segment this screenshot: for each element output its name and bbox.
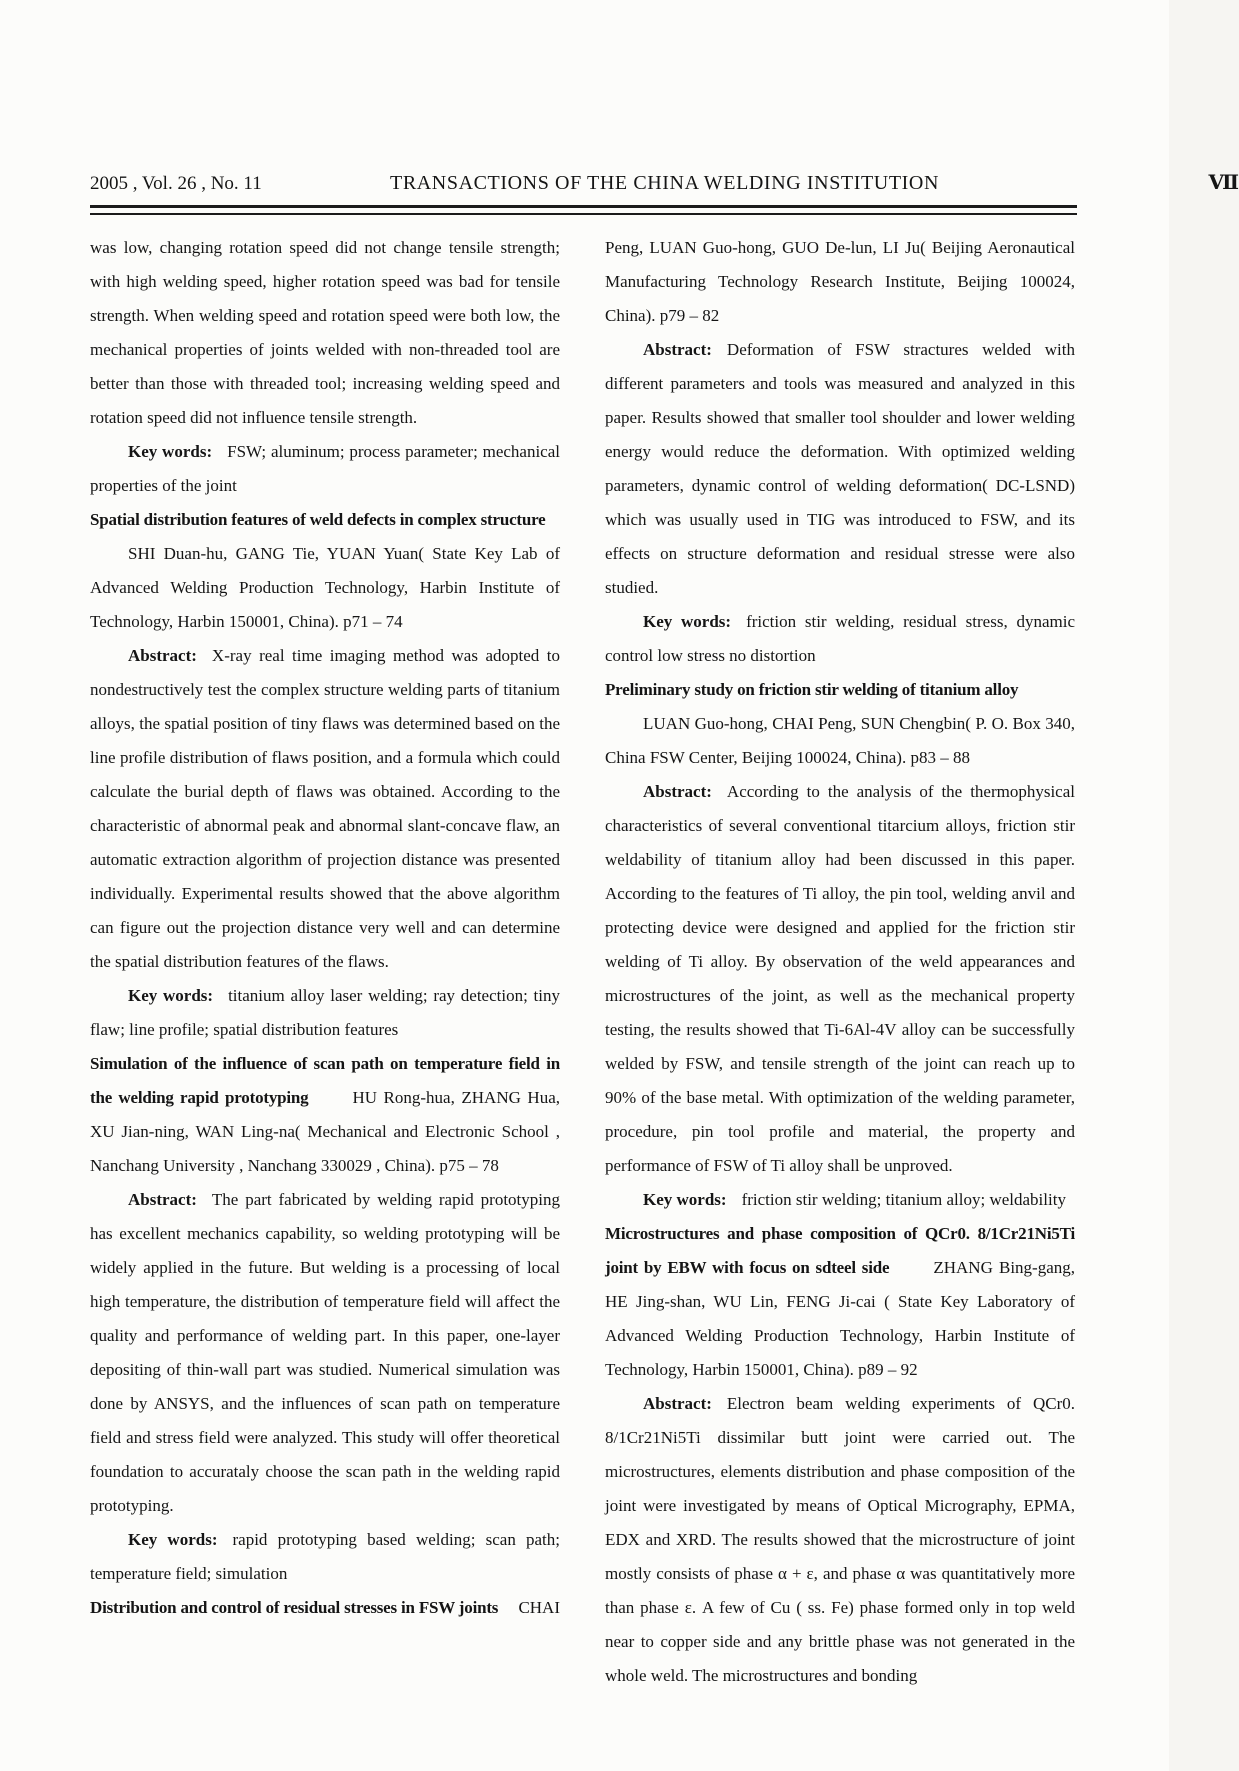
left-column bbox=[90, 231, 560, 1693]
keywords-line bbox=[90, 435, 560, 503]
section-heading-with-authors bbox=[90, 1591, 560, 1625]
keywords-label: Key words: bbox=[128, 1530, 218, 1549]
right-column bbox=[605, 231, 1075, 1693]
authors-inline: CHAI bbox=[518, 1598, 560, 1617]
authors-inline: ZHANG Bing-gang, HE Jing-shan, WU Lin, FENG Ji-cai ( State Key Laboratory of Advanced Welding Production Technology, Harbin Institute of Technology, Harbin 150001, China). p89 – 92 bbox=[605, 1258, 1075, 1379]
continuation-paragraph: was low, changing rotation speed did not change tensile strength; with high welding speed, higher rotation speed was bad for tensile strength. When welding speed and rotation speed were both low, the mechanical properties of joints welded with non-threaded tool are better than those with threaded tool; increasing welding speed and rotation speed did not influence tensile strength. bbox=[90, 238, 560, 427]
section-heading-with-authors bbox=[605, 1217, 1075, 1387]
page-number: Ⅶ bbox=[1208, 172, 1239, 194]
keywords-label: Key words: bbox=[643, 612, 732, 631]
keywords-text: titanium alloy laser welding; ray detection; tiny flaw; line profile; spatial distribution features bbox=[90, 986, 560, 1039]
keywords-line bbox=[605, 605, 1075, 673]
abstract-label: Abstract: bbox=[643, 782, 712, 801]
section-heading-with-authors bbox=[90, 1047, 560, 1183]
keywords-text: friction stir welding, residual stress, dynamic control low stress no distortion bbox=[605, 612, 1075, 665]
abstract-paragraph bbox=[605, 1387, 1075, 1693]
abstract-text: The part fabricated by welding rapid prototyping has excellent mechanics capability, so welding prototyping will be widely applied in the future. But welding is a processing of local high temperature, the distribution of temperature field will affect the quality and performance of welding part. In this paper, one-layer depositing of thin-wall part was studied. Numerical simulation was done by ANSYS, and the influences of scan path on temperature field and stress field were analyzed. This study will offer theoretical foundation to accurataly choose the scan path in the welding rapid prototyping. bbox=[90, 1190, 560, 1515]
abstract-paragraph bbox=[90, 1183, 560, 1523]
keywords-text: FSW; aluminum; process parameter; mechanical properties of the joint bbox=[90, 442, 560, 495]
abstract-text: According to the analysis of the thermophysical characteristics of several conventional titarcium alloys, friction stir weldability of titanium alloy had been discussed in this paper. According to the features of Ti alloy, the pin tool, welding anvil and protecting device were designed and applied for the friction stir welding of Ti alloy. By observation of the weld appearances and microstructures of the joint, as well as the mechanical property testing, the results showed that Ti-6Al-4V alloy can be successfully welded by FSW, and tensile strength of the joint can reach up to 90% of the base metal. With optimization of the welding parameter, procedure, pin tool profile and material, the property and performance of FSW of Ti alloy shall be unproved. bbox=[605, 782, 1075, 1175]
keywords-text: friction stir welding; titanium alloy; weldability bbox=[741, 1190, 1066, 1209]
authors-line: LUAN Guo-hong, CHAI Peng, SUN Chengbin( P. O. Box 340, China FSW Center, Beijing 100024, China). p83 – 88 bbox=[605, 714, 1075, 767]
abstract-paragraph bbox=[90, 639, 560, 979]
authors-line: SHI Duan-hu, GANG Tie, YUAN Yuan( State Key Lab of Advanced Welding Production Technology, Harbin Institute of Technology, Harbin 150001, China). p71 – 74 bbox=[90, 544, 560, 631]
section-heading: Preliminary study on friction stir welding of titanium alloy bbox=[605, 680, 1019, 699]
abstract-label: Abstract: bbox=[128, 646, 197, 665]
page-header bbox=[90, 170, 1239, 195]
abstract-text: X-ray real time imaging method was adopted to nondestructively test the complex structure welding parts of titanium alloys, the spatial position of tiny flaws was determined based on the line profile distribution of flaws position, and a formula which could calculate the burial depth of flaws was obtained. According to the characteristic of abnormal peak and abnormal slant-concave flaw, an automatic extraction algorithm of projection distance was presented individually. Experimental results showed that the above algorithm can figure out the projection distance very well and can determine the spatial distribution features of the flaws. bbox=[90, 646, 560, 971]
journal-title: TRANSACTIONS OF THE CHINA WELDING INSTITUTION bbox=[390, 172, 940, 194]
keywords-label: Key words: bbox=[128, 442, 213, 461]
authors-inline: HU Rong-hua, ZHANG Hua, XU Jian-ning, WAN Ling-na( Mechanical and Electronic School , Nanchang University , Nanchang 330029 , China). p75 – 78 bbox=[90, 1088, 560, 1175]
keywords-text: rapid prototyping based welding; scan path; temperature field; simulation bbox=[90, 1530, 560, 1583]
abstract-label: Abstract: bbox=[128, 1190, 197, 1209]
keywords-line bbox=[605, 1183, 1075, 1217]
keywords-label: Key words: bbox=[643, 1190, 727, 1209]
abstract-paragraph bbox=[605, 333, 1075, 605]
section-heading: Distribution and control of residual stresses in FSW joints bbox=[90, 1598, 499, 1617]
section-heading: Simulation of the influence of scan path on temperature field in the welding rapid prototyping bbox=[90, 1054, 560, 1107]
continuation-paragraph: Peng, LUAN Guo-hong, GUO De-lun, LI Ju( Beijing Aeronautical Manufacturing Technology Research Institute, Beijing 100024, China). p79 – 82 bbox=[605, 238, 1075, 325]
keywords-line bbox=[90, 1523, 560, 1591]
abstract-label: Abstract: bbox=[643, 1394, 712, 1413]
issue-info: 2005 , Vol. 26 , No. 11 bbox=[90, 173, 262, 194]
header-double-rule bbox=[90, 205, 1077, 215]
abstracts-columns bbox=[90, 231, 1077, 1693]
keywords-label: Key words: bbox=[128, 986, 214, 1005]
abstract-text: Electron beam welding experiments of QCr0. 8/1Cr21Ni5Ti dissimilar butt joint were carried out. The microstructures, elements distribution and phase composition of the joint were investigated by means of Optical Micrography, EPMA, EDX and XRD. The results showed that the microstructure of joint mostly consists of phase α + ε, and phase α was quantitatively more than phase ε. A few of Cu ( ss. Fe) phase formed only in top weld near to copper side and any brittle phase was not generated in the whole weld. The microstructures and bonding bbox=[605, 1394, 1075, 1685]
section-heading: Microstructures and phase composition of QCr0. 8/1Cr21Ni5Ti joint by EBW with focus on sdteel side bbox=[605, 1224, 1075, 1277]
abstract-text: Deformation of FSW stractures welded with different parameters and tools was measured and analyzed in this paper. Results showed that smaller tool shoulder and lower welding energy would reduce the deformation. With optimized welding parameters, dynamic control of welding deformation( DC-LSND) which was usually used in TIG was introduced to FSW, and its effects on structure deformation and residual stresse were also studied. bbox=[605, 340, 1075, 597]
keywords-line bbox=[90, 979, 560, 1047]
abstract-label: Abstract: bbox=[643, 340, 712, 359]
abstract-paragraph bbox=[605, 775, 1075, 1183]
section-heading: Spatial distribution features of weld defects in complex structure bbox=[90, 510, 546, 529]
